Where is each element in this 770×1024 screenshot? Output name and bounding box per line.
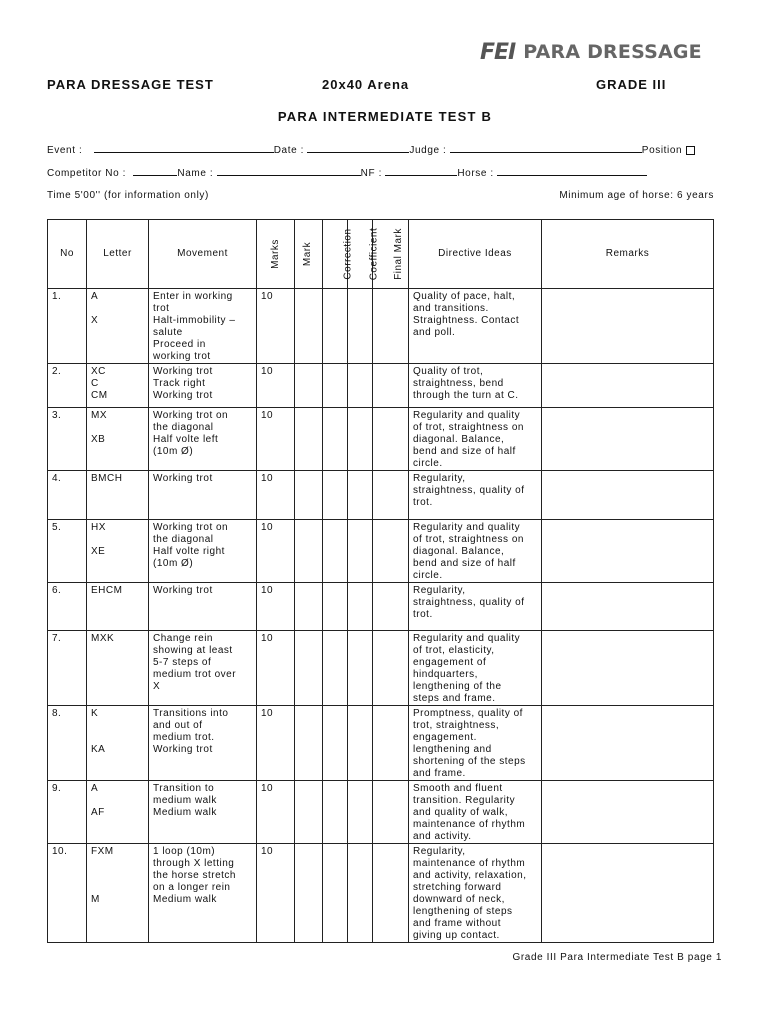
- row-directive: Quality of trot, straightness, bend through the turn at C.: [409, 364, 542, 408]
- row-movement: 1 loop (10m) through X letting the horse stretch on a longer rein Medium walk: [149, 844, 257, 943]
- row-marks: 10: [257, 289, 295, 364]
- row-movement: Transition to medium walk Medium walk: [149, 781, 257, 844]
- row-remarks-input[interactable]: [542, 520, 714, 583]
- row-final-mark-input[interactable]: [373, 844, 409, 943]
- row-mark-input[interactable]: [295, 631, 323, 706]
- row-mark-input[interactable]: [295, 471, 323, 520]
- horse-label: Horse :: [457, 168, 494, 179]
- row-directive: Smooth and fluent transition. Regularity and quality of walk, maintenance of rhythm and activity.: [409, 781, 542, 844]
- table-row: [48, 289, 714, 364]
- horse-field[interactable]: [497, 166, 647, 176]
- row-marks: 10: [257, 520, 295, 583]
- fei-logo-mark: FEI: [480, 39, 516, 65]
- test-subtitle: PARA INTERMEDIATE TEST B: [277, 109, 493, 124]
- col-remarks: Remarks: [542, 220, 714, 289]
- judge-label: Judge :: [409, 145, 447, 156]
- row-mark-input[interactable]: [295, 583, 323, 631]
- row-final-mark-input[interactable]: [373, 583, 409, 631]
- col-directive-ideas: Directive Ideas: [409, 220, 542, 289]
- row-remarks-input[interactable]: [542, 471, 714, 520]
- row-remarks-input[interactable]: [542, 408, 714, 471]
- table-row: [48, 471, 714, 520]
- col-coefficient-label: Coefficient: [368, 227, 380, 281]
- row-letter: A AF: [87, 781, 149, 844]
- row-directive: Regularity, straightness, quality of trot.: [409, 583, 542, 631]
- judge-field[interactable]: [450, 143, 642, 153]
- header-arena: 20x40 Arena: [322, 77, 410, 92]
- col-marks: [257, 220, 295, 289]
- row-correction-input[interactable]: [323, 844, 348, 943]
- row-coefficient-input[interactable]: [348, 706, 373, 781]
- table-row: [48, 781, 714, 844]
- date-field[interactable]: [307, 143, 409, 153]
- row-movement: Working trot Track right Working trot: [149, 364, 257, 408]
- table-row: [48, 844, 714, 943]
- name-label: Name :: [177, 168, 214, 179]
- row-correction-input[interactable]: [323, 583, 348, 631]
- row-no: 5.: [48, 520, 87, 583]
- row-marks: 10: [257, 364, 295, 408]
- row-correction-input[interactable]: [323, 520, 348, 583]
- row-marks: 10: [257, 781, 295, 844]
- table-row: [48, 364, 714, 408]
- row-remarks-input[interactable]: [542, 583, 714, 631]
- row-final-mark-input[interactable]: [373, 408, 409, 471]
- nf-field[interactable]: [385, 166, 457, 176]
- min-age-info: Minimum age of horse: 6 years: [559, 190, 714, 201]
- col-final-mark-label: Final Mark: [392, 228, 404, 280]
- row-mark-input[interactable]: [295, 408, 323, 471]
- row-no: 9.: [48, 781, 87, 844]
- row-final-mark-input[interactable]: [373, 364, 409, 408]
- row-correction-input[interactable]: [323, 781, 348, 844]
- row-letter: K KA: [87, 706, 149, 781]
- row-correction-input[interactable]: [323, 706, 348, 781]
- row-mark-input[interactable]: [295, 364, 323, 408]
- col-movement: Movement: [149, 220, 257, 289]
- row-coefficient-input[interactable]: [348, 781, 373, 844]
- row-mark-input[interactable]: [295, 289, 323, 364]
- row-correction-input[interactable]: [323, 471, 348, 520]
- row-no: 8.: [48, 706, 87, 781]
- competitor-label: Competitor No :: [47, 168, 127, 179]
- row-letter: EHCM: [87, 583, 149, 631]
- competitor-field[interactable]: [133, 166, 177, 176]
- row-remarks-input[interactable]: [542, 706, 714, 781]
- col-correction-label: Correction: [342, 228, 354, 280]
- row-final-mark-input[interactable]: [373, 631, 409, 706]
- row-remarks-input[interactable]: [542, 781, 714, 844]
- row-letter: BMCH: [87, 471, 149, 520]
- row-no: 4.: [48, 471, 87, 520]
- row-marks: 10: [257, 408, 295, 471]
- row-marks: 10: [257, 844, 295, 943]
- table-row: [48, 408, 714, 471]
- table-row: [48, 583, 714, 631]
- row-no: 6.: [48, 583, 87, 631]
- row-letter: FXM M: [87, 844, 149, 943]
- row-remarks-input[interactable]: [542, 631, 714, 706]
- row-movement: Working trot: [149, 583, 257, 631]
- row-letter: MX XB: [87, 408, 149, 471]
- row-final-mark-input[interactable]: [373, 289, 409, 364]
- row-directive: Promptness, quality of trot, straightness, engagement. lengthening and shortening of the steps and frame.: [409, 706, 542, 781]
- row-correction-input[interactable]: [323, 408, 348, 471]
- table-row: [48, 706, 714, 781]
- row-correction-input[interactable]: [323, 631, 348, 706]
- row-coefficient-input[interactable]: [348, 520, 373, 583]
- row-coefficient-input[interactable]: [348, 583, 373, 631]
- col-correction: [323, 220, 354, 289]
- row-directive: Quality of pace, halt, and transitions. Straightness. Contact and poll.: [409, 289, 542, 364]
- row-directive: Regularity and quality of trot, elasticity, engagement of hindquarters, lengthening of the steps and frame.: [409, 631, 542, 706]
- position-checkbox[interactable]: [686, 146, 695, 155]
- table-row: [48, 520, 714, 583]
- row-coefficient-input[interactable]: [348, 844, 373, 943]
- table-row: [48, 631, 714, 706]
- row-correction-input[interactable]: [323, 364, 348, 408]
- col-mark: [295, 220, 323, 289]
- row-marks: 10: [257, 583, 295, 631]
- row-mark-input[interactable]: [295, 520, 323, 583]
- position-label: Position: [641, 145, 683, 156]
- page-footer: Grade III Para Intermediate Test B page 1: [512, 952, 722, 963]
- row-directive: Regularity and quality of trot, straightness on diagonal. Balance, bend and size of half circle.: [409, 408, 542, 471]
- row-mark-input[interactable]: [295, 844, 323, 943]
- date-label: Date :: [273, 145, 304, 156]
- row-no: 7.: [48, 631, 87, 706]
- row-movement: Transitions into and out of medium trot. Working trot: [149, 706, 257, 781]
- row-marks: 10: [257, 631, 295, 706]
- row-directive: Regularity and quality of trot, straightness on diagonal. Balance, bend and size of half circle.: [409, 520, 542, 583]
- row-movement: Working trot on the diagonal Half volte left (10m Ø): [149, 408, 257, 471]
- row-letter: A X: [87, 289, 149, 364]
- col-mark-label: Mark: [302, 241, 314, 267]
- row-no: 10.: [48, 844, 87, 943]
- row-movement: Change rein showing at least 5-7 steps of medium trot over X: [149, 631, 257, 706]
- row-remarks-input[interactable]: [542, 364, 714, 408]
- row-letter: HX XE: [87, 520, 149, 583]
- nf-label: NF :: [360, 168, 382, 179]
- name-field[interactable]: [217, 166, 361, 176]
- row-mark-input[interactable]: [295, 706, 323, 781]
- row-correction-input[interactable]: [323, 289, 348, 364]
- row-no: 3.: [48, 408, 87, 471]
- col-marks-label: Marks: [269, 239, 281, 269]
- row-movement: Enter in working trot Halt-immobility – salute Proceed in working trot: [149, 289, 257, 364]
- row-coefficient-input[interactable]: [348, 631, 373, 706]
- row-no: 2.: [48, 364, 87, 408]
- row-final-mark-input[interactable]: [373, 520, 409, 583]
- col-letter: Letter: [87, 220, 149, 289]
- row-mark-input[interactable]: [295, 781, 323, 844]
- row-remarks-input[interactable]: [542, 289, 714, 364]
- row-coefficient-input[interactable]: [348, 364, 373, 408]
- time-info: Time 5'00'' (for information only): [47, 190, 209, 201]
- table-header-row: [48, 220, 714, 289]
- header-test-title: PARA DRESSAGE TEST: [47, 77, 214, 92]
- row-remarks-input[interactable]: [542, 844, 714, 943]
- event-label: Event :: [47, 145, 83, 156]
- row-final-mark-input[interactable]: [373, 706, 409, 781]
- event-field[interactable]: [94, 143, 274, 153]
- row-marks: 10: [257, 471, 295, 520]
- row-coefficient-input[interactable]: [348, 471, 373, 520]
- logo-text: PARA DRESSAGE: [523, 41, 702, 63]
- header-grade: GRADE III: [596, 77, 667, 92]
- form-row-competitor: [47, 166, 727, 179]
- col-no: No: [48, 220, 87, 289]
- row-coefficient-input[interactable]: [348, 289, 373, 364]
- score-table: [47, 219, 714, 943]
- row-marks: 10: [257, 706, 295, 781]
- row-letter: XC C CM: [87, 364, 149, 408]
- row-final-mark-input[interactable]: [373, 781, 409, 844]
- form-row-event: [47, 143, 727, 156]
- row-directive: Regularity, straightness, quality of trot.: [409, 471, 542, 520]
- row-final-mark-input[interactable]: [373, 471, 409, 520]
- row-directive: Regularity, maintenance of rhythm and activity, relaxation, stretching forward downward of neck, lengthening of steps and frame without giving up contact.: [409, 844, 542, 943]
- row-movement: Working trot: [149, 471, 257, 520]
- row-coefficient-input[interactable]: [348, 408, 373, 471]
- row-letter: MXK: [87, 631, 149, 706]
- row-no: 1.: [48, 289, 87, 364]
- fei-para-dressage-logo: [480, 40, 702, 64]
- row-movement: Working trot on the diagonal Half volte right (10m Ø): [149, 520, 257, 583]
